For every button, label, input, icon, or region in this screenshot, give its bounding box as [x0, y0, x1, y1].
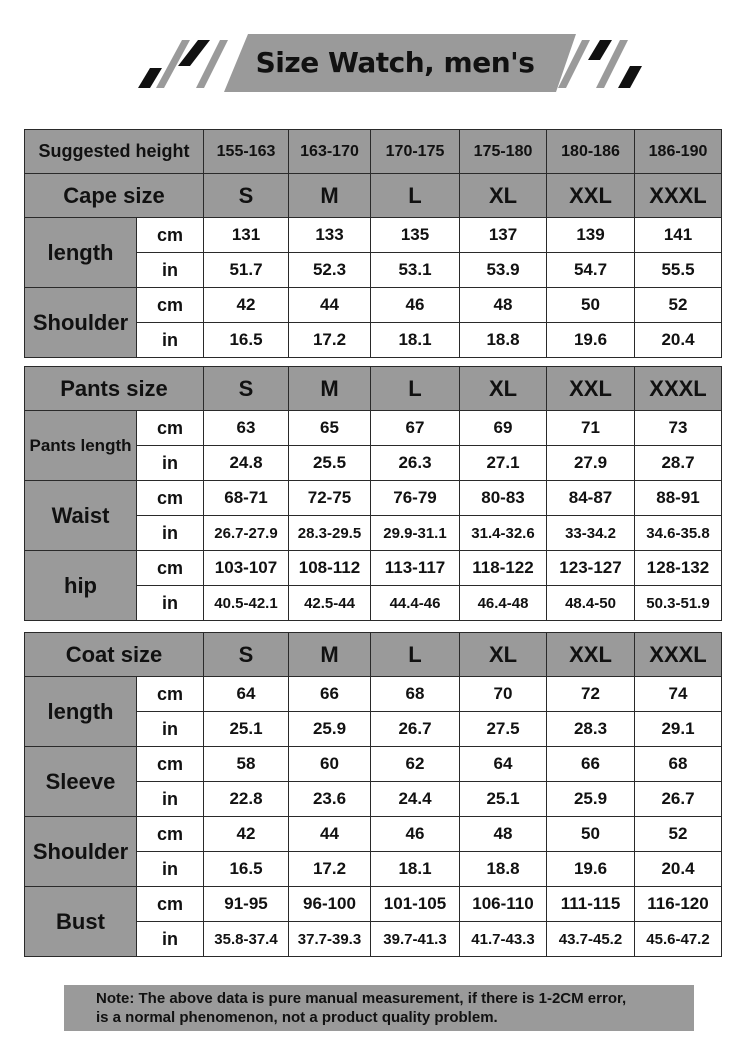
- value-cell: 72-75: [289, 481, 371, 516]
- value-cell: 18.8: [460, 852, 547, 887]
- value-cell: 111-115: [547, 887, 635, 922]
- value-cell: 25.9: [547, 782, 635, 817]
- value-cell: 48: [460, 817, 547, 852]
- height-cell: 180-186: [547, 130, 635, 174]
- table-row: [25, 747, 722, 782]
- cape-size-header-row: [25, 174, 722, 218]
- value-cell: 106-110: [460, 887, 547, 922]
- value-cell: 64: [460, 747, 547, 782]
- size-cell: M: [289, 367, 371, 411]
- note-line-1: Note: The above data is pure manual measurement, if there is 1-2CM error,: [96, 990, 627, 1007]
- value-cell: 27.5: [460, 712, 547, 747]
- value-cell: 72: [547, 677, 635, 712]
- value-cell: 40.5-42.1: [204, 586, 289, 621]
- value-cell: 46: [371, 817, 460, 852]
- unit-in: in: [137, 586, 204, 621]
- size-cell: XXXL: [635, 367, 722, 411]
- value-cell: 28.3-29.5: [289, 516, 371, 551]
- value-cell: 26.3: [371, 446, 460, 481]
- value-cell: 42.5-44: [289, 586, 371, 621]
- value-cell: 20.4: [635, 323, 722, 358]
- value-cell: 28.3: [547, 712, 635, 747]
- height-cell: 155-163: [204, 130, 289, 174]
- value-cell: 50.3-51.9: [635, 586, 722, 621]
- unit-in: in: [137, 922, 204, 957]
- value-cell: 25.9: [289, 712, 371, 747]
- unit-in: in: [137, 852, 204, 887]
- value-cell: 37.7-39.3: [289, 922, 371, 957]
- row-label: Pants length: [25, 411, 137, 481]
- value-cell: 52: [635, 288, 722, 323]
- value-cell: 116-120: [635, 887, 722, 922]
- size-cell: XXXL: [635, 633, 722, 677]
- value-cell: 69: [460, 411, 547, 446]
- size-cell: XXL: [547, 633, 635, 677]
- value-cell: 26.7: [371, 712, 460, 747]
- pants-size-label: Pants size: [25, 367, 204, 411]
- row-label: Sleeve: [25, 747, 137, 817]
- value-cell: 88-91: [635, 481, 722, 516]
- value-cell: 96-100: [289, 887, 371, 922]
- size-cell: M: [289, 174, 371, 218]
- value-cell: 74: [635, 677, 722, 712]
- value-cell: 39.7-41.3: [371, 922, 460, 957]
- value-cell: 27.1: [460, 446, 547, 481]
- value-cell: 53.1: [371, 253, 460, 288]
- value-cell: 67: [371, 411, 460, 446]
- table-row: [25, 481, 722, 516]
- value-cell: 68: [635, 747, 722, 782]
- value-cell: 68: [371, 677, 460, 712]
- table-row: [25, 411, 722, 446]
- value-cell: 64: [204, 677, 289, 712]
- value-cell: 19.6: [547, 852, 635, 887]
- size-cell: XXL: [547, 367, 635, 411]
- size-cell: L: [371, 633, 460, 677]
- value-cell: 19.6: [547, 323, 635, 358]
- unit-in: in: [137, 712, 204, 747]
- size-cell: XL: [460, 367, 547, 411]
- size-cell: XXXL: [635, 174, 722, 218]
- cape-size-table: [24, 129, 722, 358]
- row-label: Shoulder: [25, 817, 137, 887]
- value-cell: 50: [547, 288, 635, 323]
- value-cell: 34.6-35.8: [635, 516, 722, 551]
- unit-cm: cm: [137, 887, 204, 922]
- value-cell: 46.4-48: [460, 586, 547, 621]
- value-cell: 18.8: [460, 323, 547, 358]
- coat-size-label: Coat size: [25, 633, 204, 677]
- value-cell: 35.8-37.4: [204, 922, 289, 957]
- measurement-note: [64, 985, 694, 1031]
- value-cell: 18.1: [371, 323, 460, 358]
- value-cell: 29.9-31.1: [371, 516, 460, 551]
- size-cell: S: [204, 633, 289, 677]
- value-cell: 58: [204, 747, 289, 782]
- unit-cm: cm: [137, 747, 204, 782]
- value-cell: 16.5: [204, 852, 289, 887]
- value-cell: 101-105: [371, 887, 460, 922]
- value-cell: 108-112: [289, 551, 371, 586]
- table-row: [25, 887, 722, 922]
- unit-in: in: [137, 516, 204, 551]
- row-label: length: [25, 218, 137, 288]
- value-cell: 29.1: [635, 712, 722, 747]
- unit-in: in: [137, 323, 204, 358]
- value-cell: 113-117: [371, 551, 460, 586]
- value-cell: 123-127: [547, 551, 635, 586]
- value-cell: 135: [371, 218, 460, 253]
- value-cell: 118-122: [460, 551, 547, 586]
- size-cell: XL: [460, 633, 547, 677]
- height-cell: 186-190: [635, 130, 722, 174]
- unit-in: in: [137, 253, 204, 288]
- value-cell: 17.2: [289, 852, 371, 887]
- value-cell: 41.7-43.3: [460, 922, 547, 957]
- value-cell: 60: [289, 747, 371, 782]
- height-cell: 170-175: [371, 130, 460, 174]
- unit-cm: cm: [137, 677, 204, 712]
- row-label: hip: [25, 551, 137, 621]
- value-cell: 33-34.2: [547, 516, 635, 551]
- value-cell: 26.7: [635, 782, 722, 817]
- value-cell: 42: [204, 817, 289, 852]
- value-cell: 24.8: [204, 446, 289, 481]
- size-cell: S: [204, 174, 289, 218]
- height-header-row: [25, 130, 722, 174]
- size-cell: S: [204, 367, 289, 411]
- value-cell: 131: [204, 218, 289, 253]
- pants-size-table: [24, 366, 722, 621]
- value-cell: 20.4: [635, 852, 722, 887]
- value-cell: 45.6-47.2: [635, 922, 722, 957]
- value-cell: 46: [371, 288, 460, 323]
- value-cell: 18.1: [371, 852, 460, 887]
- value-cell: 80-83: [460, 481, 547, 516]
- height-cell: 175-180: [460, 130, 547, 174]
- value-cell: 42: [204, 288, 289, 323]
- value-cell: 51.7: [204, 253, 289, 288]
- page-title: Size Watch, men's: [255, 46, 535, 79]
- value-cell: 16.5: [204, 323, 289, 358]
- value-cell: 23.6: [289, 782, 371, 817]
- coat-size-table: [24, 632, 722, 957]
- value-cell: 25.5: [289, 446, 371, 481]
- value-cell: 139: [547, 218, 635, 253]
- row-label: Bust: [25, 887, 137, 957]
- value-cell: 84-87: [547, 481, 635, 516]
- size-cell: L: [371, 174, 460, 218]
- value-cell: 44: [289, 817, 371, 852]
- value-cell: 53.9: [460, 253, 547, 288]
- value-cell: 52.3: [289, 253, 371, 288]
- unit-cm: cm: [137, 817, 204, 852]
- value-cell: 73: [635, 411, 722, 446]
- left-stripes-icon: [138, 40, 228, 88]
- unit-cm: cm: [137, 218, 204, 253]
- row-label: Waist: [25, 481, 137, 551]
- value-cell: 27.9: [547, 446, 635, 481]
- table-row: [25, 288, 722, 323]
- note-line-2: is a normal phenomenon, not a product quality problem.: [96, 1009, 498, 1026]
- pants-size-header-row: [25, 367, 722, 411]
- value-cell: 141: [635, 218, 722, 253]
- unit-cm: cm: [137, 481, 204, 516]
- value-cell: 133: [289, 218, 371, 253]
- unit-cm: cm: [137, 411, 204, 446]
- value-cell: 52: [635, 817, 722, 852]
- unit-cm: cm: [137, 551, 204, 586]
- value-cell: 66: [547, 747, 635, 782]
- unit-cm: cm: [137, 288, 204, 323]
- value-cell: 71: [547, 411, 635, 446]
- value-cell: 54.7: [547, 253, 635, 288]
- value-cell: 103-107: [204, 551, 289, 586]
- coat-size-header-row: [25, 633, 722, 677]
- value-cell: 31.4-32.6: [460, 516, 547, 551]
- value-cell: 24.4: [371, 782, 460, 817]
- value-cell: 25.1: [460, 782, 547, 817]
- value-cell: 55.5: [635, 253, 722, 288]
- table-row: [25, 677, 722, 712]
- value-cell: 137: [460, 218, 547, 253]
- cape-size-label: Cape size: [25, 174, 204, 218]
- value-cell: 91-95: [204, 887, 289, 922]
- value-cell: 26.7-27.9: [204, 516, 289, 551]
- row-label: length: [25, 677, 137, 747]
- size-cell: XXL: [547, 174, 635, 218]
- value-cell: 65: [289, 411, 371, 446]
- value-cell: 22.8: [204, 782, 289, 817]
- value-cell: 44: [289, 288, 371, 323]
- table-row: [25, 218, 722, 253]
- height-cell: 163-170: [289, 130, 371, 174]
- value-cell: 48: [460, 288, 547, 323]
- size-cell: XL: [460, 174, 547, 218]
- value-cell: 68-71: [204, 481, 289, 516]
- value-cell: 128-132: [635, 551, 722, 586]
- value-cell: 17.2: [289, 323, 371, 358]
- unit-in: in: [137, 446, 204, 481]
- table-row: [25, 817, 722, 852]
- value-cell: 66: [289, 677, 371, 712]
- value-cell: 44.4-46: [371, 586, 460, 621]
- value-cell: 25.1: [204, 712, 289, 747]
- value-cell: 50: [547, 817, 635, 852]
- suggested-height-label: Suggested height: [25, 130, 204, 174]
- value-cell: 62: [371, 747, 460, 782]
- value-cell: 28.7: [635, 446, 722, 481]
- value-cell: 76-79: [371, 481, 460, 516]
- size-cell: L: [371, 367, 460, 411]
- table-row: [25, 551, 722, 586]
- value-cell: 63: [204, 411, 289, 446]
- value-cell: 43.7-45.2: [547, 922, 635, 957]
- unit-in: in: [137, 782, 204, 817]
- size-cell: M: [289, 633, 371, 677]
- value-cell: 48.4-50: [547, 586, 635, 621]
- row-label: Shoulder: [25, 288, 137, 358]
- value-cell: 70: [460, 677, 547, 712]
